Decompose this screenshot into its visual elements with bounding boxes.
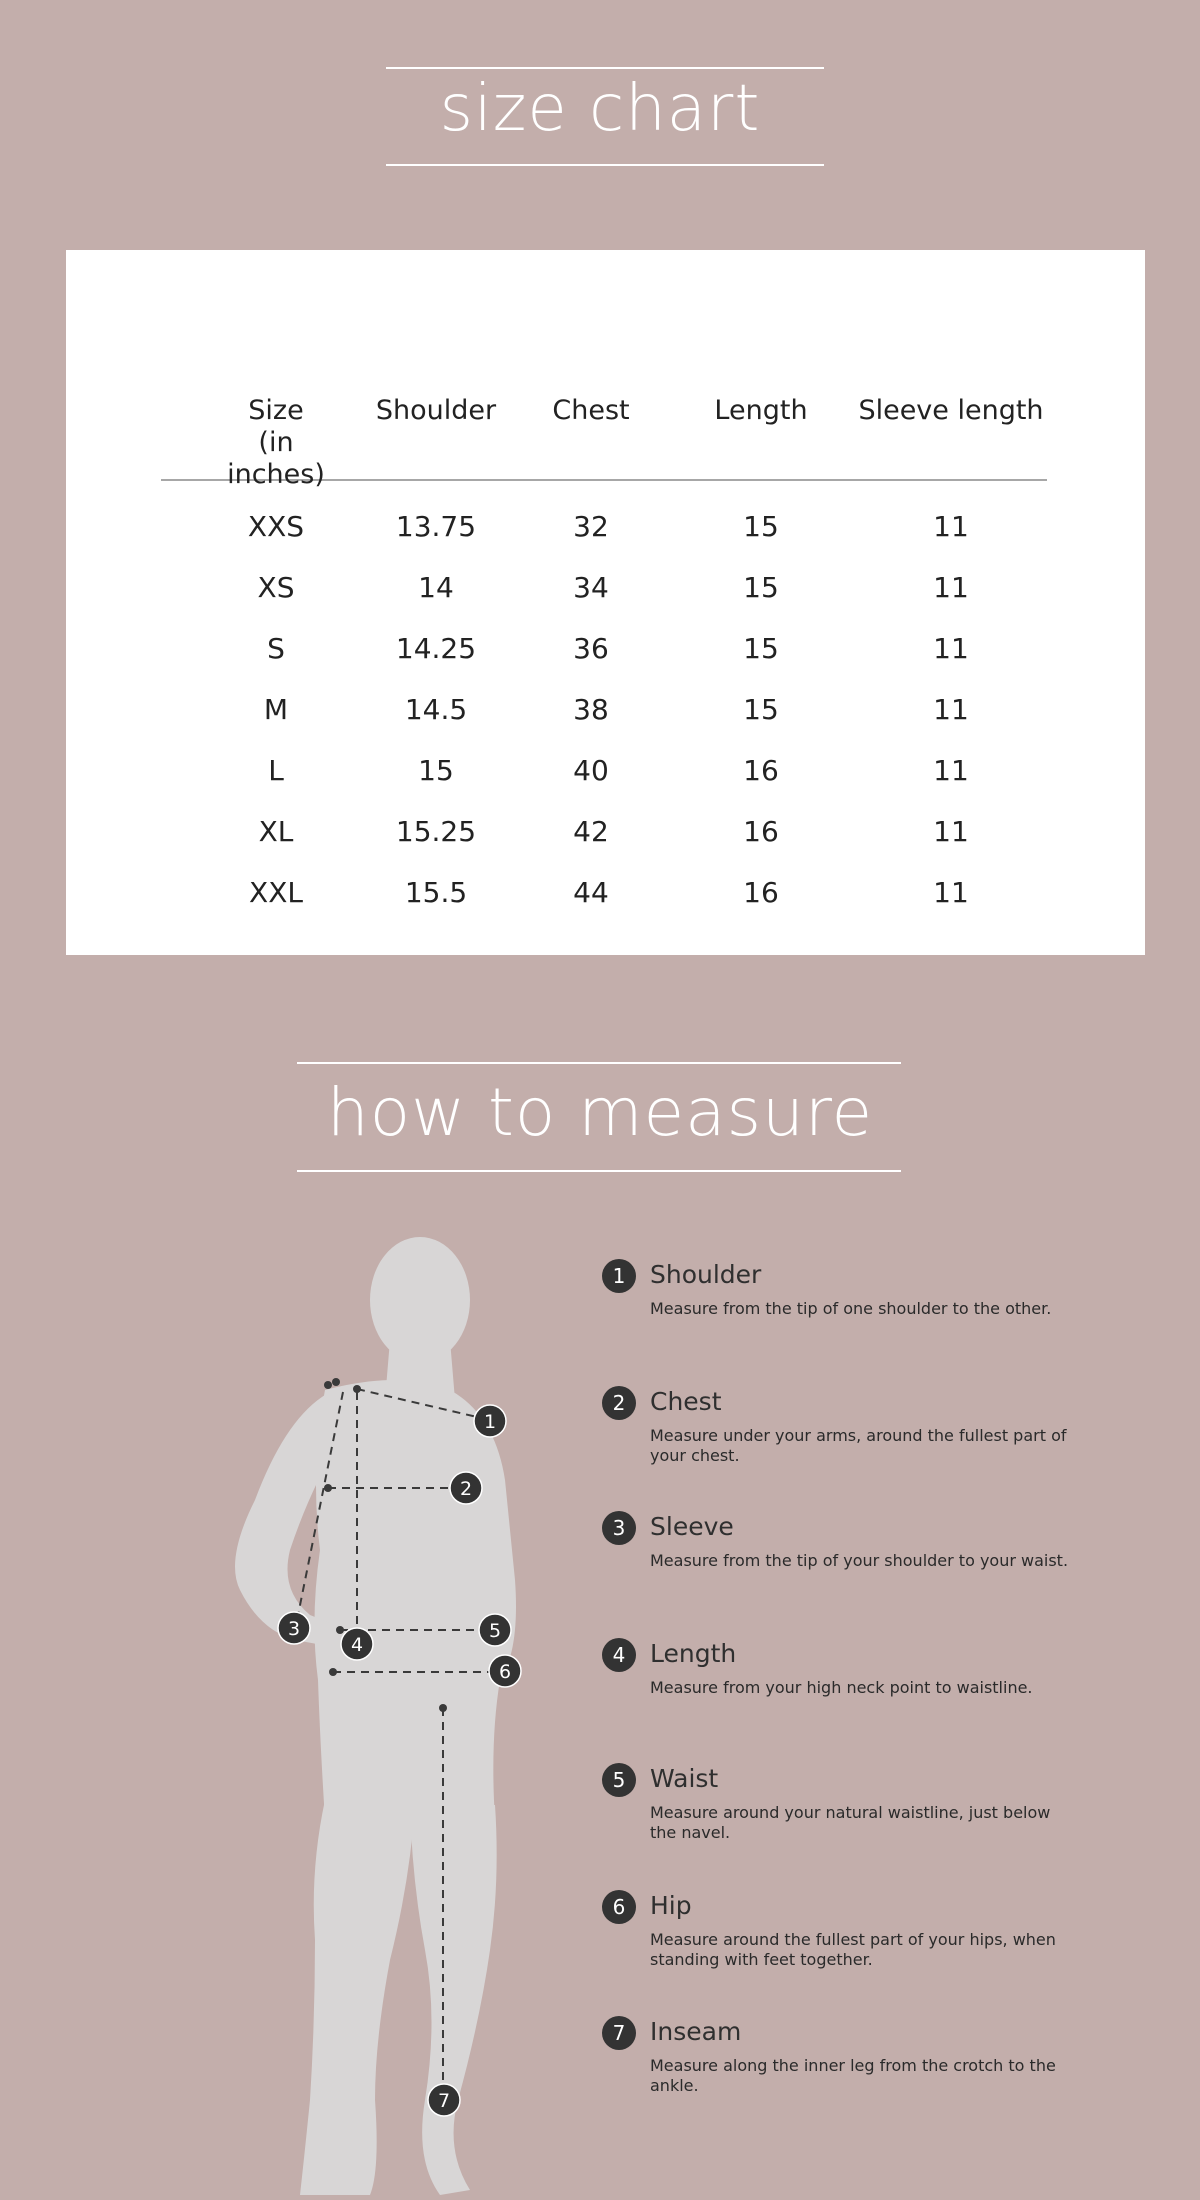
size-table-header <box>161 395 1047 490</box>
size-table <box>161 395 1047 923</box>
cell-length: 16 <box>743 876 779 909</box>
legend-item-waist <box>602 1761 1082 1887</box>
legend-title: Sleeve <box>650 1512 734 1541</box>
marker-waist <box>479 1614 511 1646</box>
marker-chest <box>450 1472 482 1504</box>
cell-chest: 36 <box>573 632 609 665</box>
figure-left-leg <box>300 1800 415 2195</box>
legend-title: Inseam <box>650 2017 742 2046</box>
cell-length: 15 <box>743 510 779 543</box>
figure-right-leg <box>410 1805 497 2195</box>
cell-shoulder: 15.25 <box>395 815 477 848</box>
marker-hip <box>489 1655 521 1687</box>
cell-chest: 32 <box>573 510 609 543</box>
header-size <box>211 395 341 491</box>
table-row <box>161 496 1047 557</box>
legend-item-length <box>602 1636 1082 1762</box>
cell-length: 15 <box>743 571 779 604</box>
size-chart-title: size chart <box>439 72 761 146</box>
header-shoulder: Shoulder <box>375 395 497 426</box>
cell-size: L <box>268 754 284 787</box>
marker-length <box>341 1628 373 1660</box>
cell-size: XXL <box>249 876 303 909</box>
cell-size: XL <box>258 815 294 848</box>
marker-number: 7 <box>437 2090 451 2112</box>
cell-size: XXS <box>247 510 305 543</box>
legend-title: Shoulder <box>650 1260 762 1289</box>
cell-shoulder: 14.25 <box>395 632 477 665</box>
dot-chest <box>324 1484 332 1492</box>
mannequin-silhouette <box>235 1237 516 2195</box>
legend-number-badge: 4 <box>602 1638 636 1672</box>
legend-number-badge: 5 <box>602 1763 636 1797</box>
header-sleeve-length: Sleeve length <box>858 395 1044 426</box>
legend-title: Hip <box>650 1891 692 1920</box>
cell-shoulder: 13.75 <box>395 510 477 543</box>
marker-inseam <box>428 2084 460 2116</box>
header-length: Length <box>714 395 808 426</box>
table-row <box>161 679 1047 740</box>
cell-chest: 38 <box>573 693 609 726</box>
legend-number-badge: 3 <box>602 1511 636 1545</box>
table-row <box>161 740 1047 801</box>
legend-title: Waist <box>650 1764 719 1793</box>
legend-item-hip <box>602 1888 1082 2014</box>
legend-item-inseam <box>602 2014 1082 2140</box>
legend-item-chest <box>602 1384 1082 1510</box>
cell-length: 16 <box>743 815 779 848</box>
table-row <box>161 557 1047 618</box>
marker-number: 1 <box>483 1411 497 1433</box>
cell-size: M <box>263 693 289 726</box>
legend-number-badge: 7 <box>602 2016 636 2050</box>
cell-sleeve-length: 11 <box>933 632 969 665</box>
header-chest: Chest <box>552 395 630 426</box>
marker-sleeve <box>278 1612 310 1644</box>
cell-chest: 42 <box>573 815 609 848</box>
legend-title: Chest <box>650 1387 722 1416</box>
marker-number: 4 <box>350 1634 364 1656</box>
size-table-body <box>161 481 1047 923</box>
marker-shoulder <box>474 1405 506 1437</box>
body-figure <box>200 1220 580 2200</box>
legend-number-badge: 1 <box>602 1259 636 1293</box>
cell-size: S <box>267 632 285 665</box>
legend-item-shoulder <box>602 1257 1082 1383</box>
dot-shoulder-tip <box>324 1381 332 1389</box>
how-to-measure-title: how to measure <box>326 1074 874 1151</box>
dot-hip <box>329 1668 337 1676</box>
size-chart-top-rule <box>386 67 824 69</box>
legend-description: Measure from your high neck point to waistline. <box>650 1678 1033 1697</box>
cell-chest: 40 <box>573 754 609 787</box>
cell-chest: 44 <box>573 876 609 909</box>
legend-description: Measure along the inner leg from the crotch to the ankle. <box>650 2056 1056 2095</box>
header-size-label: Size (in inches) <box>227 395 325 490</box>
cell-shoulder: 15 <box>418 754 454 787</box>
marker-number: 6 <box>498 1661 512 1683</box>
marker-number: 2 <box>459 1478 473 1500</box>
cell-sleeve-length: 11 <box>933 876 969 909</box>
cell-chest: 34 <box>573 571 609 604</box>
size-chart-card <box>66 250 1145 955</box>
legend-number-badge: 2 <box>602 1386 636 1420</box>
cell-sleeve-length: 11 <box>933 693 969 726</box>
cell-sleeve-length: 11 <box>933 510 969 543</box>
table-row <box>161 801 1047 862</box>
dot-crotch <box>439 1704 447 1712</box>
cell-shoulder: 14 <box>418 571 454 604</box>
cell-length: 15 <box>743 632 779 665</box>
legend-item-sleeve <box>602 1509 1082 1635</box>
cell-length: 16 <box>743 754 779 787</box>
size-chart-bottom-rule <box>386 164 824 166</box>
table-row <box>161 862 1047 923</box>
measure-bottom-rule <box>297 1170 901 1172</box>
legend-title: Length <box>650 1639 737 1668</box>
legend-description: Measure around the fullest part of your hips, when standing with feet together. <box>650 1930 1056 1969</box>
cell-length: 15 <box>743 693 779 726</box>
marker-number: 3 <box>287 1618 301 1640</box>
cell-size: XS <box>257 571 295 604</box>
dot-neck <box>353 1385 361 1393</box>
legend-description: Measure from the tip of one shoulder to the other. <box>650 1299 1052 1318</box>
measure-top-rule <box>297 1062 901 1064</box>
cell-sleeve-length: 11 <box>933 754 969 787</box>
cell-sleeve-length: 11 <box>933 571 969 604</box>
table-row <box>161 618 1047 679</box>
cell-shoulder: 15.5 <box>404 876 468 909</box>
dot-shoulder-tip-2 <box>332 1378 340 1386</box>
cell-shoulder: 14.5 <box>404 693 468 726</box>
dot-waist <box>336 1626 344 1634</box>
legend-description: Measure under your arms, around the fullest part of your chest. <box>650 1426 1067 1465</box>
cell-sleeve-length: 11 <box>933 815 969 848</box>
marker-number: 5 <box>488 1620 502 1642</box>
legend-number-badge: 6 <box>602 1890 636 1924</box>
legend-description: Measure around your natural waistline, just below the navel. <box>650 1803 1051 1842</box>
legend-description: Measure from the tip of your shoulder to your waist. <box>650 1551 1069 1570</box>
